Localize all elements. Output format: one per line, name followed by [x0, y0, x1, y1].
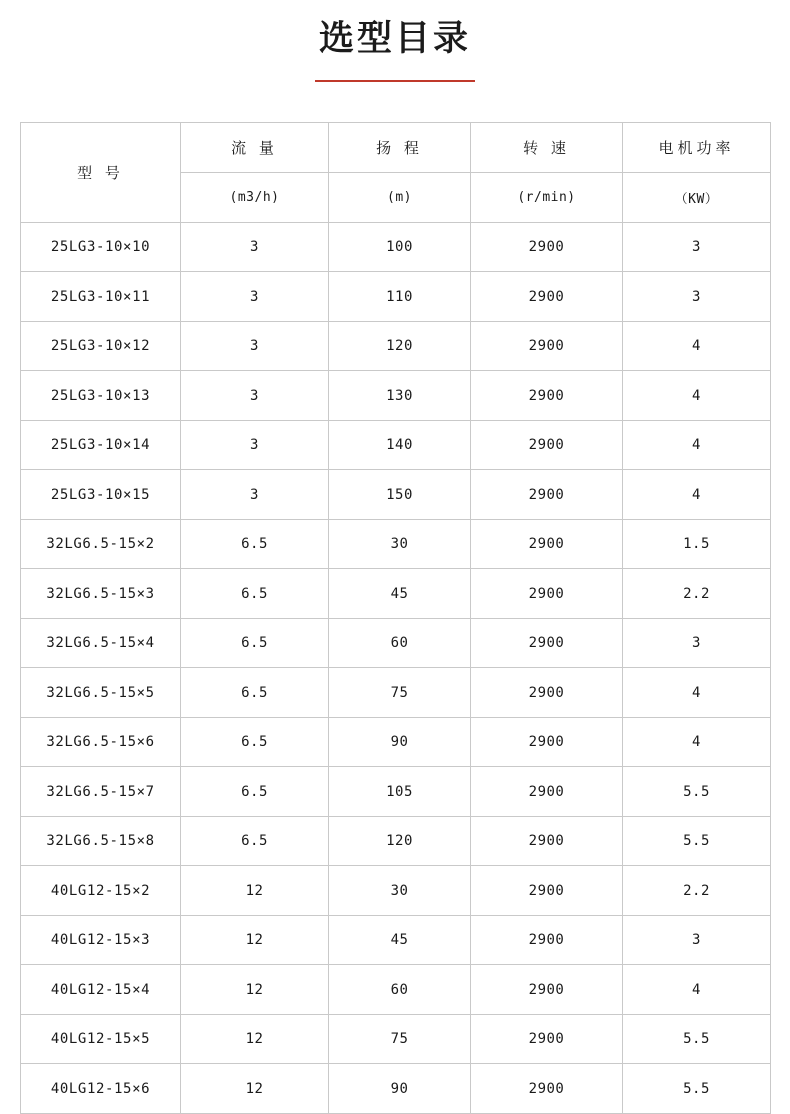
- cell-value: 2900: [471, 866, 623, 916]
- table-row: [21, 470, 771, 520]
- cell-value: 2900: [471, 1064, 623, 1114]
- cell-value: 100: [329, 222, 471, 272]
- cell-value: 4: [623, 668, 771, 718]
- cell-model: 25LG3-10×13: [21, 371, 181, 421]
- cell-value: 130: [329, 371, 471, 421]
- cell-value: 90: [329, 1064, 471, 1114]
- cell-value: 2900: [471, 420, 623, 470]
- cell-value: 2900: [471, 915, 623, 965]
- cell-value: 4: [623, 717, 771, 767]
- cell-value: 12: [181, 915, 329, 965]
- cell-value: 5.5: [623, 767, 771, 817]
- column-header-power: 电机功率: [623, 122, 771, 172]
- cell-value: 2900: [471, 1014, 623, 1064]
- cell-value: 4: [623, 371, 771, 421]
- cell-value: 3: [181, 272, 329, 322]
- cell-model: 32LG6.5-15×2: [21, 519, 181, 569]
- spec-table-header: [21, 122, 771, 222]
- cell-value: 2900: [471, 767, 623, 817]
- cell-value: 2900: [471, 470, 623, 520]
- table-row: [21, 965, 771, 1015]
- cell-value: 2900: [471, 717, 623, 767]
- table-row: [21, 519, 771, 569]
- cell-value: 2900: [471, 519, 623, 569]
- cell-model: 25LG3-10×11: [21, 272, 181, 322]
- cell-value: 5.5: [623, 1064, 771, 1114]
- column-unit-flow: (m3/h): [181, 172, 329, 222]
- table-row: [21, 816, 771, 866]
- cell-value: 6.5: [181, 618, 329, 668]
- cell-value: 2.2: [623, 569, 771, 619]
- cell-model: 40LG12-15×2: [21, 866, 181, 916]
- cell-value: 75: [329, 1014, 471, 1064]
- column-header-model: 型 号: [21, 122, 181, 222]
- table-row: [21, 371, 771, 421]
- cell-value: 2900: [471, 321, 623, 371]
- table-row: [21, 668, 771, 718]
- cell-value: 6.5: [181, 668, 329, 718]
- cell-value: 2900: [471, 569, 623, 619]
- spec-table: [20, 122, 771, 1114]
- cell-value: 3: [623, 272, 771, 322]
- cell-value: 45: [329, 569, 471, 619]
- table-row: [21, 420, 771, 470]
- cell-value: 4: [623, 321, 771, 371]
- table-row: [21, 1064, 771, 1114]
- column-header-head: 扬 程: [329, 122, 471, 172]
- table-row: [21, 222, 771, 272]
- column-unit-speed: (r/min): [471, 172, 623, 222]
- table-row: [21, 618, 771, 668]
- cell-value: 6.5: [181, 519, 329, 569]
- cell-value: 120: [329, 321, 471, 371]
- table-row: [21, 767, 771, 817]
- cell-value: 60: [329, 965, 471, 1015]
- cell-value: 12: [181, 965, 329, 1015]
- cell-value: 2900: [471, 816, 623, 866]
- header-row-names: [21, 122, 771, 172]
- cell-value: 2900: [471, 965, 623, 1015]
- table-row: [21, 1014, 771, 1064]
- cell-value: 3: [623, 915, 771, 965]
- cell-value: 45: [329, 915, 471, 965]
- cell-value: 3: [623, 618, 771, 668]
- cell-value: 2900: [471, 272, 623, 322]
- cell-value: 6.5: [181, 816, 329, 866]
- cell-value: 3: [181, 420, 329, 470]
- cell-value: 4: [623, 420, 771, 470]
- cell-model: 32LG6.5-15×6: [21, 717, 181, 767]
- cell-value: 3: [181, 321, 329, 371]
- cell-value: 2900: [471, 222, 623, 272]
- cell-value: 3: [181, 470, 329, 520]
- cell-value: 75: [329, 668, 471, 718]
- cell-model: 25LG3-10×15: [21, 470, 181, 520]
- cell-value: 60: [329, 618, 471, 668]
- table-row: [21, 569, 771, 619]
- cell-value: 6.5: [181, 767, 329, 817]
- cell-value: 5.5: [623, 816, 771, 866]
- cell-value: 4: [623, 965, 771, 1015]
- cell-value: 3: [181, 222, 329, 272]
- cell-model: 40LG12-15×5: [21, 1014, 181, 1064]
- cell-value: 105: [329, 767, 471, 817]
- cell-model: 32LG6.5-15×3: [21, 569, 181, 619]
- cell-value: 2900: [471, 668, 623, 718]
- cell-model: 32LG6.5-15×7: [21, 767, 181, 817]
- cell-value: 110: [329, 272, 471, 322]
- cell-model: 40LG12-15×6: [21, 1064, 181, 1114]
- cell-model: 25LG3-10×14: [21, 420, 181, 470]
- cell-value: 30: [329, 866, 471, 916]
- cell-value: 2.2: [623, 866, 771, 916]
- spec-table-container: [20, 122, 770, 1114]
- cell-value: 6.5: [181, 569, 329, 619]
- cell-model: 32LG6.5-15×8: [21, 816, 181, 866]
- cell-model: 40LG12-15×4: [21, 965, 181, 1015]
- cell-value: 3: [623, 222, 771, 272]
- cell-model: 32LG6.5-15×5: [21, 668, 181, 718]
- table-row: [21, 321, 771, 371]
- cell-value: 4: [623, 470, 771, 520]
- cell-value: 30: [329, 519, 471, 569]
- spec-table-body: [21, 222, 771, 1113]
- cell-model: 40LG12-15×3: [21, 915, 181, 965]
- cell-value: 140: [329, 420, 471, 470]
- cell-model: 32LG6.5-15×4: [21, 618, 181, 668]
- cell-value: 12: [181, 1064, 329, 1114]
- table-row: [21, 272, 771, 322]
- cell-value: 120: [329, 816, 471, 866]
- cell-value: 5.5: [623, 1014, 771, 1064]
- page-header: [0, 0, 790, 82]
- column-unit-power: （KW）: [623, 172, 771, 222]
- table-row: [21, 717, 771, 767]
- cell-model: 25LG3-10×10: [21, 222, 181, 272]
- cell-value: 1.5: [623, 519, 771, 569]
- column-unit-head: (m): [329, 172, 471, 222]
- column-header-flow: 流 量: [181, 122, 329, 172]
- title-underline-rule: [315, 80, 475, 82]
- cell-value: 2900: [471, 618, 623, 668]
- cell-value: 150: [329, 470, 471, 520]
- cell-value: 90: [329, 717, 471, 767]
- cell-value: 12: [181, 866, 329, 916]
- cell-value: 6.5: [181, 717, 329, 767]
- cell-value: 3: [181, 371, 329, 421]
- page-title: 选型目录: [318, 19, 471, 59]
- cell-value: 12: [181, 1014, 329, 1064]
- table-row: [21, 866, 771, 916]
- column-header-speed: 转 速: [471, 122, 623, 172]
- cell-value: 2900: [471, 371, 623, 421]
- cell-model: 25LG3-10×12: [21, 321, 181, 371]
- table-row: [21, 915, 771, 965]
